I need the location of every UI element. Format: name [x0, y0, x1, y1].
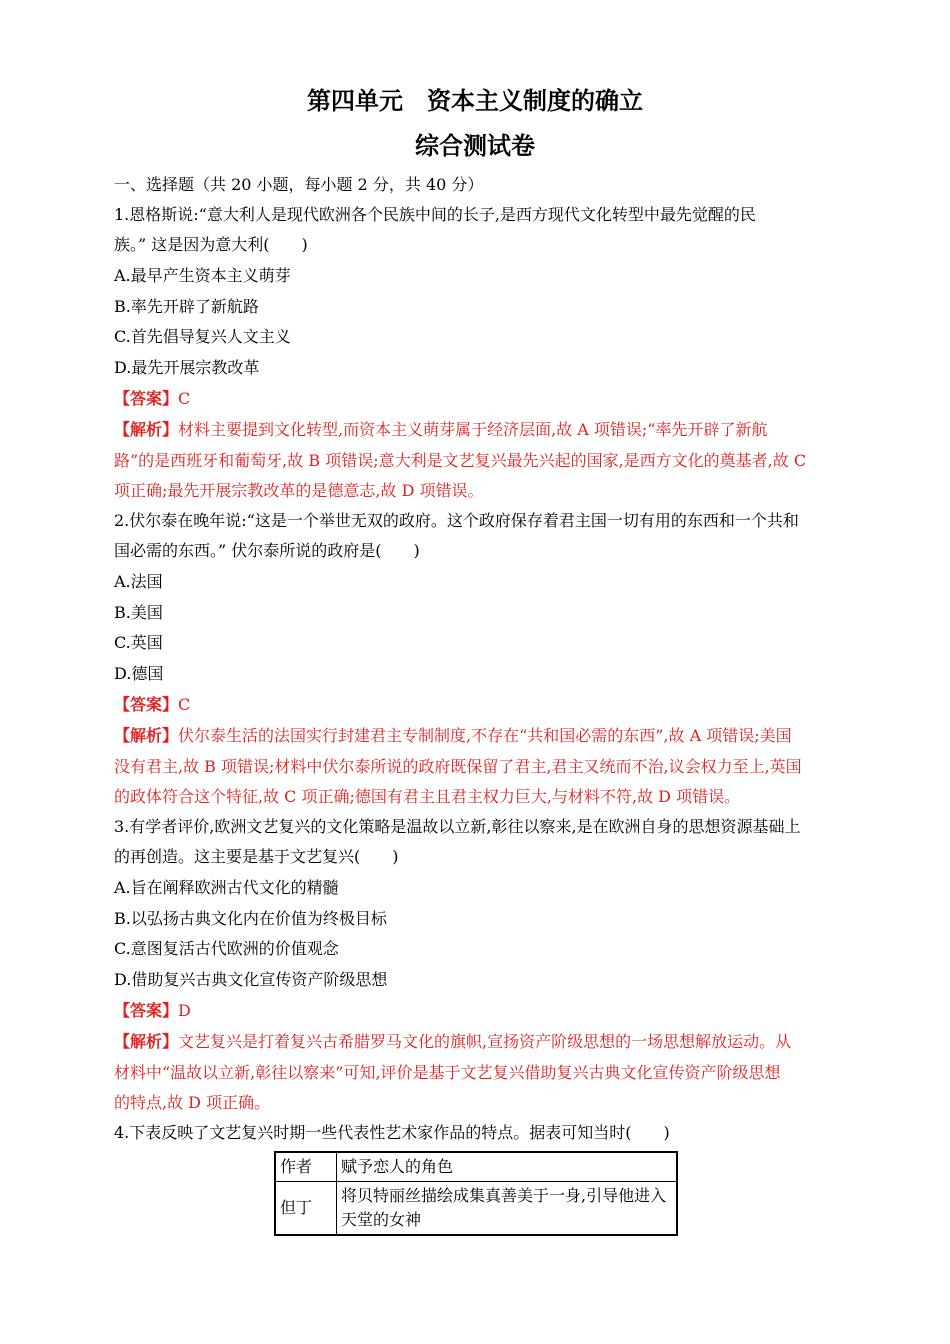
q2-analysis-text1: 伏尔泰生活的法国实行封建君主专制制度,不存在“共和国必需的东西”,故 A 项错误;美国: [178, 726, 792, 745]
q3-analysis-line1: [114, 1031, 836, 1053]
table-row: [275, 1182, 677, 1236]
artist-table: [274, 1151, 678, 1236]
q2-analysis-line2: 没有君主,故 B 项错误;材料中伏尔泰所说的政府既保留了君主,君主又统而不治,议会权力至上,英国: [114, 757, 802, 776]
q3-option-c: C.意图复活古代欧洲的价值观念: [114, 939, 339, 958]
q2-stem-line1: 2.伏尔泰在晚年说:“这是一个举世无双的政府。这个政府保存着君主国一切有用的东西和一个共和: [114, 511, 799, 530]
q2-analysis-line1: [114, 725, 836, 747]
table-header-cell: 作者: [275, 1152, 337, 1182]
q3-analysis-text1: 文艺复兴是打着复兴古希腊罗马文化的旗帜,宣扬资产阶级思想的一场思想解放运动。从: [178, 1032, 792, 1051]
q3-option-b: B.以弘扬古典文化内在价值为终极目标: [114, 909, 387, 928]
q2-option-b: B.美国: [114, 603, 163, 622]
q3-analysis-line2: 材料中“温故以立新,彰往以察来”可知,评价是基于文艺复兴借助复兴古典文化宣传资产阶级思想: [114, 1063, 781, 1082]
q3-stem-line2: 的再创造。这主要是基于文艺复兴( ): [114, 847, 399, 866]
table-header-row: [275, 1152, 677, 1182]
answer-tag: 【答案】: [114, 389, 179, 408]
unit-title: 第四单元 资本主义制度的确立: [307, 87, 643, 115]
analysis-tag: 【解析】: [114, 726, 179, 745]
q1-option-d: D.最先开展宗教改革: [114, 358, 260, 377]
q3-option-d: D.借助复兴古典文化宣传资产阶级思想: [114, 970, 388, 989]
q2-answer-value: C: [178, 695, 191, 714]
q2-option-c: C.英国: [114, 633, 163, 652]
q1-option-a: A.最早产生资本主义萌芽: [114, 266, 291, 285]
table-cell: 但丁: [275, 1182, 337, 1236]
section-heading: 一、选择题（共 20 小题，每小题 2 分，共 40 分）: [114, 175, 484, 194]
q2-option-a: A.法国: [114, 572, 163, 591]
q2-stem-line2: 国必需的东西。” 伏尔泰所说的政府是( ): [114, 541, 420, 560]
table-header-cell: 赋予恋人的角色: [337, 1152, 678, 1182]
q3-answer: [114, 1000, 836, 1022]
analysis-tag: 【解析】: [114, 1032, 179, 1051]
q2-analysis-line3: 的政体符合这个特征,故 C 项正确;德国有君主且君主权力巨大,与材料不符,故 D 项错误。: [114, 787, 741, 806]
q2-option-d: D.德国: [114, 664, 164, 683]
q3-analysis-line3: 的特点,故 D 项正确。: [114, 1093, 271, 1112]
q4-stem: 4.下表反映了文艺复兴时期一些代表性艺术家作品的特点。据表可知当时( ): [114, 1123, 670, 1142]
q1-analysis-line1: [114, 419, 836, 441]
q3-answer-value: D: [178, 1001, 191, 1020]
q1-answer-value: C: [178, 389, 191, 408]
q3-option-a: A.旨在阐释欧洲古代文化的精髓: [114, 878, 339, 897]
test-title: 综合测试卷: [415, 132, 535, 160]
analysis-tag: 【解析】: [114, 420, 179, 439]
q1-answer: [114, 388, 836, 410]
q1-option-b: B.率先开辟了新航路: [114, 297, 259, 316]
q1-analysis-line3: 项正确;最先开展宗教改革的是德意志,故 D 项错误。: [114, 481, 484, 500]
q1-stem-line2: 族。” 这是因为意大利( ): [114, 235, 308, 254]
q3-stem-line1: 3.有学者评价,欧洲文艺复兴的文化策略是温故以立新,彰往以察来,是在欧洲自身的思想资源基础上: [114, 817, 801, 836]
q1-analysis-line2: 路”的是西班牙和葡萄牙,故 B 项错误;意大利是文艺复兴最先兴起的国家,是西方文化的奠基者,故 C: [114, 451, 807, 470]
table-cell: 将贝特丽丝描绘成集真善美于一身,引导他进入天堂的女神: [337, 1182, 678, 1236]
q1-option-c: C.首先倡导复兴人文主义: [114, 327, 291, 346]
q1-analysis-text1: 材料主要提到文化转型,而资本主义萌芽属于经济层面,故 A 项错误;“率先开辟了新航: [178, 420, 768, 439]
q2-answer: [114, 694, 836, 716]
answer-tag: 【答案】: [114, 695, 179, 714]
q1-stem-line1: 1.恩格斯说:“意大利人是现代欧洲各个民族中间的长子,是西方现代文化转型中最先觉醒的民: [114, 205, 756, 224]
answer-tag: 【答案】: [114, 1001, 179, 1020]
